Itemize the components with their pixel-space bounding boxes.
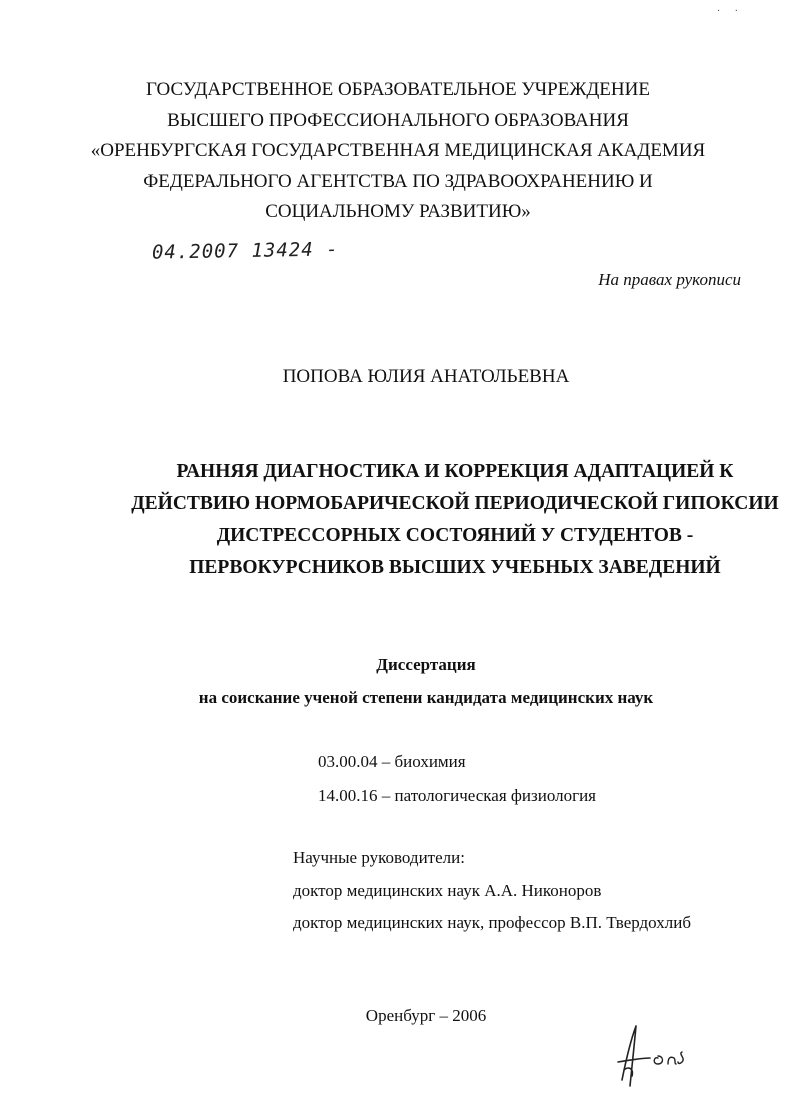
supervisors-heading: Научные руководители: [293,848,465,867]
institution-line: «ОРЕНБУРГСКАЯ ГОСУДАРСТВЕННАЯ МЕДИЦИНСКАЯ АКАДЕМИЯ [90,140,706,161]
title-line: ПЕРВОКУРСНИКОВ ВЫСШИХ УЧЕБНЫХ ЗАВЕДЕНИЙ [189,557,721,578]
supervisor-line: доктор медицинских наук, профессор В.П. Твердохлиб [293,913,691,932]
specialty-line: 03.00.04 – биохимия [318,752,466,771]
corner-marks: · · [716,6,744,17]
institution-line: ВЫСШЕГО ПРОФЕССИОНАЛЬНОГО ОБРАЗОВАНИЯ [167,109,629,131]
institution-line: ГОСУДАРСТВЕННОЕ ОБРАЗОВАТЕЛЬНОЕ УЧРЕЖДЕНИЕ [146,79,650,100]
signature-mark [610,1020,720,1090]
dissertation-title [0,456,796,584]
institution-line: СОЦИАЛЬНОМУ РАЗВИТИЮ» [265,201,531,222]
city-year: Оренбург – 2006 [365,1006,487,1025]
supervisor-line: доктор медицинских наук А.А. Никоноров [293,881,602,900]
dissertation-label: Диссертация [376,655,476,674]
registry-number: 04.2007 13424 - [151,238,339,264]
title-line: ДИСТРЕССОРНЫХ СОСТОЯНИЙ У СТУДЕНТОВ - [216,525,694,546]
manuscript-note: На правах рукописи [598,270,741,289]
institution-header [0,75,796,228]
title-line: РАННЯЯ ДИАГНОСТИКА И КОРРЕКЦИЯ АДАПТАЦИЕЙ К [176,461,734,482]
institution-line: ФЕДЕРАЛЬНОГО АГЕНТСТВА ПО ЗДРАВООХРАНЕНИЮ И [143,170,653,192]
specialty-line: 14.00.16 – патологическая физиология [318,786,596,805]
author-name: ПОПОВА ЮЛИЯ АНАТОЛЬЕВНА [282,366,570,387]
degree-line: на соискание ученой степени кандидата медицинских наук [198,688,654,707]
title-line: ДЕЙСТВИЮ НОРМОБАРИЧЕСКОЙ ПЕРИОДИЧЕСКОЙ ГИПОКСИИ [131,493,779,514]
